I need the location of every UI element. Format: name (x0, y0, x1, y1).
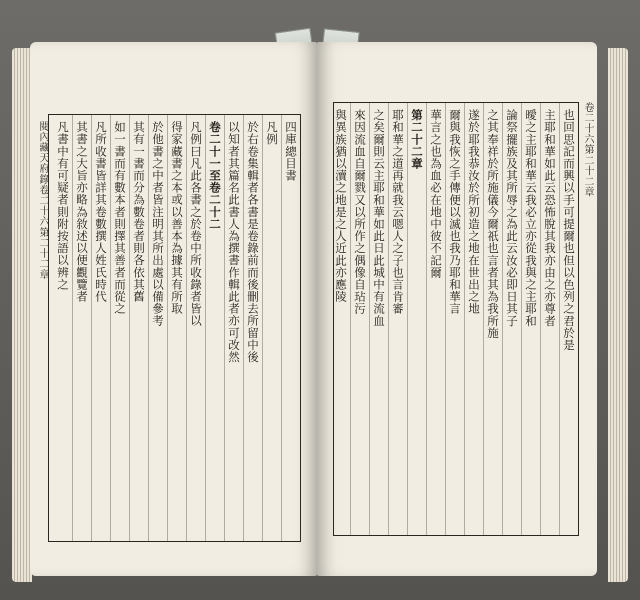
column-rule (72, 115, 73, 541)
column-rule (464, 103, 465, 535)
left-text-frame (37, 114, 301, 542)
right-text-column: 也回思記而興以手可提爾也但以色列之君於是 (562, 109, 576, 351)
column-rule (426, 103, 427, 535)
right-text-column: 與異族猶以瀆之地是之人近此亦應陵 (334, 109, 348, 303)
column-rule (407, 103, 408, 535)
left-text-column: 其有一書而分為數卷者則各依其舊 (132, 121, 146, 303)
column-rule (388, 103, 389, 535)
column-rule (369, 103, 370, 535)
left-margin-caption: 閱內藏天府錄卷二十六第二十二章 (37, 121, 48, 280)
column-rule (502, 103, 503, 535)
open-book (12, 30, 628, 590)
left-text-column: 凡例曰凡此各書之於卷中所收錄者皆以 (189, 121, 203, 327)
column-rule (559, 103, 560, 535)
left-text-column: 其書之大旨亦略為敘述以便觀覽者 (75, 121, 89, 303)
right-text-column: 主耶和華如此云恐怖脫其我亦由之亦尊者 (543, 109, 557, 327)
right-page (317, 42, 597, 576)
right-chapter-heading: 第二十二章 (410, 109, 424, 170)
left-page-edges (12, 48, 32, 582)
left-chapter-heading: 卷二十一至卷二十二 (208, 121, 222, 230)
right-margin-caption: 卷二十六第二十二章 (582, 102, 593, 198)
column-rule (91, 115, 92, 541)
column-rule (262, 115, 263, 541)
right-text-column: 華言之也為血必在地中彼不記爾 (429, 109, 443, 279)
left-text-column: 凡書中有可疑者則附按語以辨之 (56, 121, 70, 291)
column-rule (350, 103, 351, 535)
right-text-frame (333, 102, 579, 536)
right-text-column: 之其奉祥於所施儀今爾祇也言者其為我所施 (486, 109, 500, 339)
left-text-column: 於他書之中者皆注明其所出處以備參考 (151, 121, 165, 327)
column-rule (110, 115, 111, 541)
right-text-column: 爾與我恢之手傳便以滅也我乃耶和華言 (448, 109, 462, 315)
right-text-column: 耶和華之道再就我云嗯人之子也言肯審 (391, 109, 405, 315)
right-text-column: 論祭擺族及其所辱之為此云汝必即日其子 (505, 109, 519, 327)
column-rule (281, 115, 282, 541)
column-rule (224, 115, 225, 541)
right-text-column: 之矣爾則云主耶和華如此日此城中有流血 (372, 109, 386, 327)
column-rule (445, 103, 446, 535)
left-text-column: 於右卷集輯者各書是卷錄前而後刪去所留中後 (246, 121, 260, 363)
column-rule (148, 115, 149, 541)
right-page-edges (608, 48, 628, 582)
left-text-column: 如一書而有數本者則擇其善者而從之 (113, 121, 127, 315)
right-text-column: 曖之主耶和華云我必立亦從我與之主耶和 (524, 109, 538, 327)
column-rule (483, 103, 484, 535)
column-rule (167, 115, 168, 541)
left-text-column: 凡所收書皆詳其卷數撰人姓氏時代 (94, 121, 108, 303)
column-rule (186, 115, 187, 541)
left-text-column: 四庫總目書 (284, 121, 298, 182)
column-rule (243, 115, 244, 541)
left-text-column: 以知者其篇名此書人為撰書作輯此者亦可改然 (227, 121, 241, 363)
right-text-column: 來因流血自爾戮又以所作之偶像自玷污 (353, 109, 367, 315)
left-page (30, 42, 317, 576)
right-text-column: 遂於耶我恭汝於所初造之地在世出之地 (467, 109, 481, 315)
column-rule (521, 103, 522, 535)
left-text-column: 得家藏書之本或以善本為據其有所取 (170, 121, 184, 315)
column-rule (129, 115, 130, 541)
column-rule (205, 115, 206, 541)
column-rule (540, 103, 541, 535)
left-text-column: 凡例 (265, 121, 279, 146)
